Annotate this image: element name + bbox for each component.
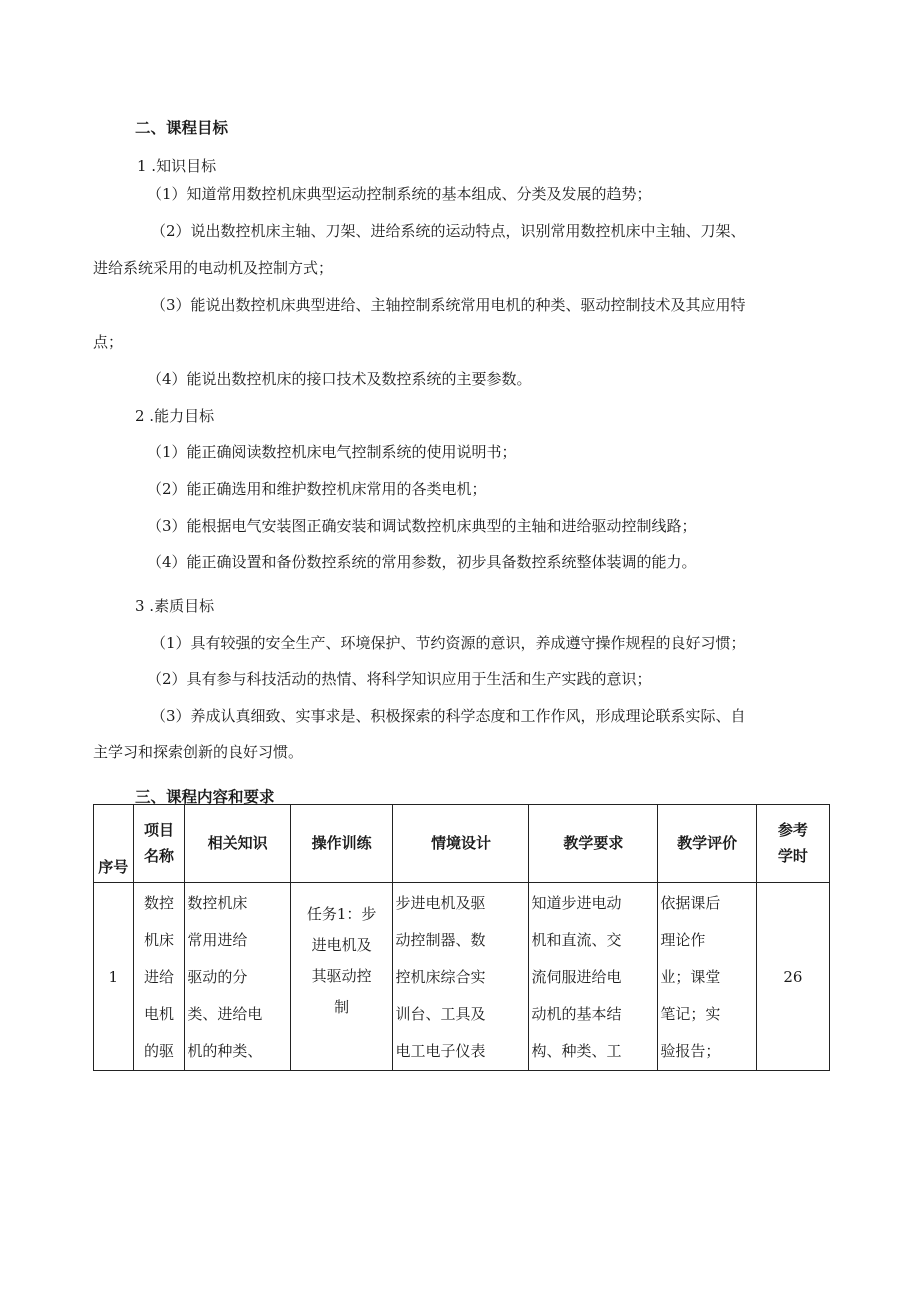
ability-item-3: （3）能根据电气安装图正确安装和调试数控机床典型的主轴和进给驱动控制线路； (147, 517, 697, 535)
header-evaluation: 教学评价 (658, 805, 756, 883)
quality-item-2: （2）具有参与科技活动的热情、将科学知识应用于生活和生产实践的意识； (147, 670, 652, 688)
quality-objectives-title: 3 .素质目标 (135, 597, 215, 615)
ability-item-2: （2）能正确选用和维护数控机床常用的各类电机； (147, 480, 487, 498)
ability-item-1: （1）能正确阅读数控机床电气控制系统的使用说明书； (147, 443, 517, 461)
header-training: 操作训练 (290, 805, 393, 883)
header-hours: 参考 学时 (756, 805, 829, 883)
quality-item-3: （3）养成认真细致、实事求是、积极探索的科学态度和工作作风，形成理论联系实际、自 (151, 707, 746, 725)
header-seq: 序号 (94, 805, 134, 883)
cell-scenario: 步进电机及驱 动控制器、数 控机床综合实 训台、工具及 电工电子仪表 (393, 883, 529, 1071)
ability-objectives-title: 2 .能力目标 (135, 407, 215, 425)
header-project: 项目 名称 (133, 805, 185, 883)
quality-item-1: （1）具有较强的安全生产、环境保护、节约资源的意识，养成遵守操作规程的良好习惯； (151, 634, 746, 652)
knowledge-item-3: （3）能说出数控机床典型进给、主轴控制系统常用电机的种类、驱动控制技术及其应用特 (151, 296, 746, 314)
course-content-table (93, 804, 830, 1071)
cell-project: 数控 机床 进给 电机 的驱 (133, 883, 185, 1071)
cell-hours: 26 (756, 883, 829, 1071)
knowledge-item-2: （2）说出数控机床主轴、刀架、进给系统的运动特点，识别常用数控机床中主轴、刀架、 (151, 222, 746, 240)
quality-item-3-cont: 主学习和探索创新的良好习惯。 (93, 743, 304, 761)
ability-item-4: （4）能正确设置和备份数控系统的常用参数，初步具备数控系统整体装调的能力。 (147, 553, 697, 571)
header-scenario: 情境设计 (393, 805, 529, 883)
knowledge-item-4: （4）能说出数控机床的接口技术及数控系统的主要参数。 (147, 370, 532, 388)
knowledge-objectives-title: 1 .知识目标 (137, 157, 217, 175)
cell-seq: 1 (94, 883, 134, 1071)
cell-knowledge: 数控机床 常用进给 驱动的分 类、进给电 机的种类、 (185, 883, 291, 1071)
cell-requirement: 知道步进电动 机和直流、交 流伺服进给电 动机的基本结 构、种类、工 (529, 883, 658, 1071)
cell-evaluation: 依据课后 理论作 业；课堂 笔记；实 验报告； (658, 883, 756, 1071)
header-requirement: 教学要求 (529, 805, 658, 883)
header-knowledge: 相关知识 (185, 805, 291, 883)
table-header-row (94, 805, 830, 883)
knowledge-item-1: （1）知道常用数控机床典型运动控制系统的基本组成、分类及发展的趋势； (147, 185, 652, 203)
knowledge-item-2-cont: 进给系统采用的电动机及控制方式； (93, 259, 334, 277)
section-title-content: 三、课程内容和要求 (135, 788, 275, 806)
section-title-objectives: 二、课程目标 (135, 119, 229, 137)
cell-training: 任务1：步 进电机及 其驱动控 制 (290, 883, 393, 1071)
table-row (94, 883, 830, 1071)
knowledge-item-3-cont: 点； (93, 333, 124, 351)
